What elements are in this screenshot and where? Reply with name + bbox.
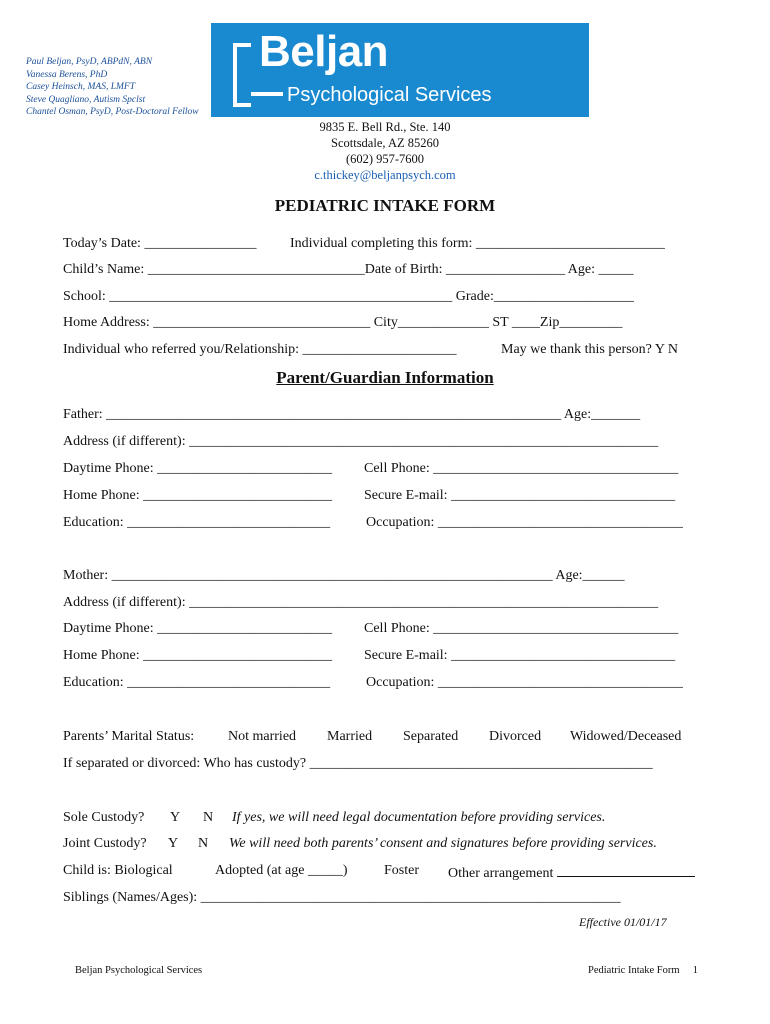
address-street: 9835 E. Bell Rd., Ste. 140 bbox=[319, 120, 451, 134]
address-city: Scottsdale, AZ 85260 bbox=[331, 136, 439, 150]
child-name-field[interactable]: Child’s Name: _______________________________Date of Birth: _________________ Age: _____ bbox=[63, 262, 634, 277]
referral-field[interactable]: Individual who referred you/Relationship: ______________________ bbox=[63, 342, 457, 357]
child-is-foster[interactable]: Foster bbox=[384, 863, 419, 878]
father-daytime-phone-field[interactable]: Daytime Phone: _________________________ bbox=[63, 461, 333, 476]
marital-option-widowed[interactable]: Widowed/Deceased bbox=[570, 729, 682, 744]
staff-name: Steve Quagliano, Autism Spclst bbox=[26, 94, 146, 105]
mother-daytime-phone-field[interactable]: Daytime Phone: _________________________ bbox=[63, 621, 333, 636]
father-field[interactable]: Father: _________________________________________________________________ Age:_______ bbox=[63, 407, 641, 422]
father-cell-phone-field[interactable]: Cell Phone: ___________________________________ bbox=[364, 461, 679, 476]
other-arrangement-line[interactable] bbox=[557, 863, 695, 877]
other-arrangement-label: Other arrangement bbox=[448, 866, 554, 881]
sole-custody-yes[interactable]: Y bbox=[170, 810, 181, 825]
logo-bracket bbox=[233, 43, 251, 107]
mother-home-phone-field[interactable]: Home Phone: ___________________________ bbox=[63, 648, 333, 663]
staff-list bbox=[26, 56, 199, 119]
logo-tagline: Psychological Services bbox=[287, 84, 492, 106]
child-is-biological[interactable]: Child is: Biological bbox=[63, 863, 173, 878]
mother-occupation-field[interactable]: Occupation: ___________________________________ bbox=[366, 675, 683, 690]
sole-custody-note: If yes, we will need legal documentation before providing services. bbox=[232, 810, 606, 825]
completed-by-field[interactable]: Individual completing this form: ___________________________ bbox=[290, 236, 665, 251]
joint-custody-label: Joint Custody? bbox=[63, 836, 147, 851]
father-home-phone-field[interactable]: Home Phone: ___________________________ bbox=[63, 488, 333, 503]
mother-address-field[interactable]: Address (if different): ___________________________________________________________________ bbox=[63, 595, 659, 610]
section-title: Parent/Guardian Information bbox=[276, 368, 494, 387]
child-is-adopted[interactable]: Adopted (at age _____) bbox=[215, 863, 348, 878]
address-phone: (602) 957-7600 bbox=[345, 152, 425, 166]
home-address-field[interactable]: Home Address: _______________________________ City_____________ ST ____Zip_________ bbox=[63, 315, 623, 330]
father-address-field[interactable]: Address (if different): ___________________________________________________________________ bbox=[63, 434, 659, 449]
address-email[interactable]: c.thickey@beljanpsych.com bbox=[314, 168, 456, 182]
joint-custody-yes[interactable]: Y bbox=[168, 836, 179, 851]
todays-date-field[interactable]: Today’s Date: ________________ bbox=[63, 236, 257, 251]
father-education-field[interactable]: Education: _____________________________ bbox=[63, 515, 331, 530]
joint-custody-note: We will need both parents’ consent and signatures before providing services. bbox=[229, 836, 657, 851]
clinic-address bbox=[0, 119, 770, 183]
staff-name: Casey Heinsch, MAS, LMFT bbox=[26, 82, 135, 92]
school-field[interactable]: School: _________________________________________________ Grade:____________________ bbox=[63, 289, 634, 304]
child-is-other[interactable] bbox=[448, 863, 695, 882]
mother-cell-phone-field[interactable]: Cell Phone: ___________________________________ bbox=[364, 621, 679, 636]
sole-custody-label: Sole Custody? bbox=[63, 810, 145, 825]
staff-name: Vanessa Berens, PhD bbox=[26, 69, 108, 80]
joint-custody-no[interactable]: N bbox=[198, 836, 209, 851]
mother-field[interactable]: Mother: _______________________________________________________________ Age:______ bbox=[63, 568, 625, 583]
logo-name: Beljan bbox=[259, 27, 389, 76]
footer-form-info bbox=[588, 965, 698, 976]
sole-custody-no[interactable]: N bbox=[203, 810, 214, 825]
father-email-field[interactable]: Secure E-mail: ________________________________ bbox=[364, 488, 676, 503]
staff-name: Paul Beljan, PsyD, ABPdN, ABN bbox=[26, 57, 153, 67]
siblings-field[interactable]: Siblings (Names/Ages): ____________________________________________________________ bbox=[63, 890, 621, 905]
mother-education-field[interactable]: Education: _____________________________ bbox=[63, 675, 331, 690]
logo-bar bbox=[251, 92, 283, 96]
page-number: 1 bbox=[692, 965, 698, 976]
marital-option-married[interactable]: Married bbox=[327, 729, 373, 744]
form-title: PEDIATRIC INTAKE FORM bbox=[274, 196, 496, 215]
marital-option-not-married[interactable]: Not married bbox=[228, 729, 297, 744]
father-occupation-field[interactable]: Occupation: ___________________________________ bbox=[366, 515, 683, 530]
effective-date: Effective 01/01/17 bbox=[579, 915, 667, 929]
marital-option-divorced[interactable]: Divorced bbox=[489, 729, 542, 744]
marital-option-separated[interactable]: Separated bbox=[403, 729, 459, 744]
staff-name: Chantel Osman, PsyD, Post-Doctoral Fellow bbox=[26, 107, 199, 117]
thank-referrer-field[interactable]: May we thank this person? Y N bbox=[501, 342, 679, 357]
beljan-logo bbox=[211, 23, 589, 117]
footer-org: Beljan Psychological Services bbox=[75, 965, 203, 976]
mother-email-field[interactable]: Secure E-mail: ________________________________ bbox=[364, 648, 676, 663]
marital-status-label: Parents’ Marital Status: bbox=[63, 729, 195, 744]
footer-form-name: Pediatric Intake Form bbox=[588, 965, 680, 976]
custody-field[interactable]: If separated or divorced: Who has custody? _________________________________________________ bbox=[63, 756, 653, 771]
